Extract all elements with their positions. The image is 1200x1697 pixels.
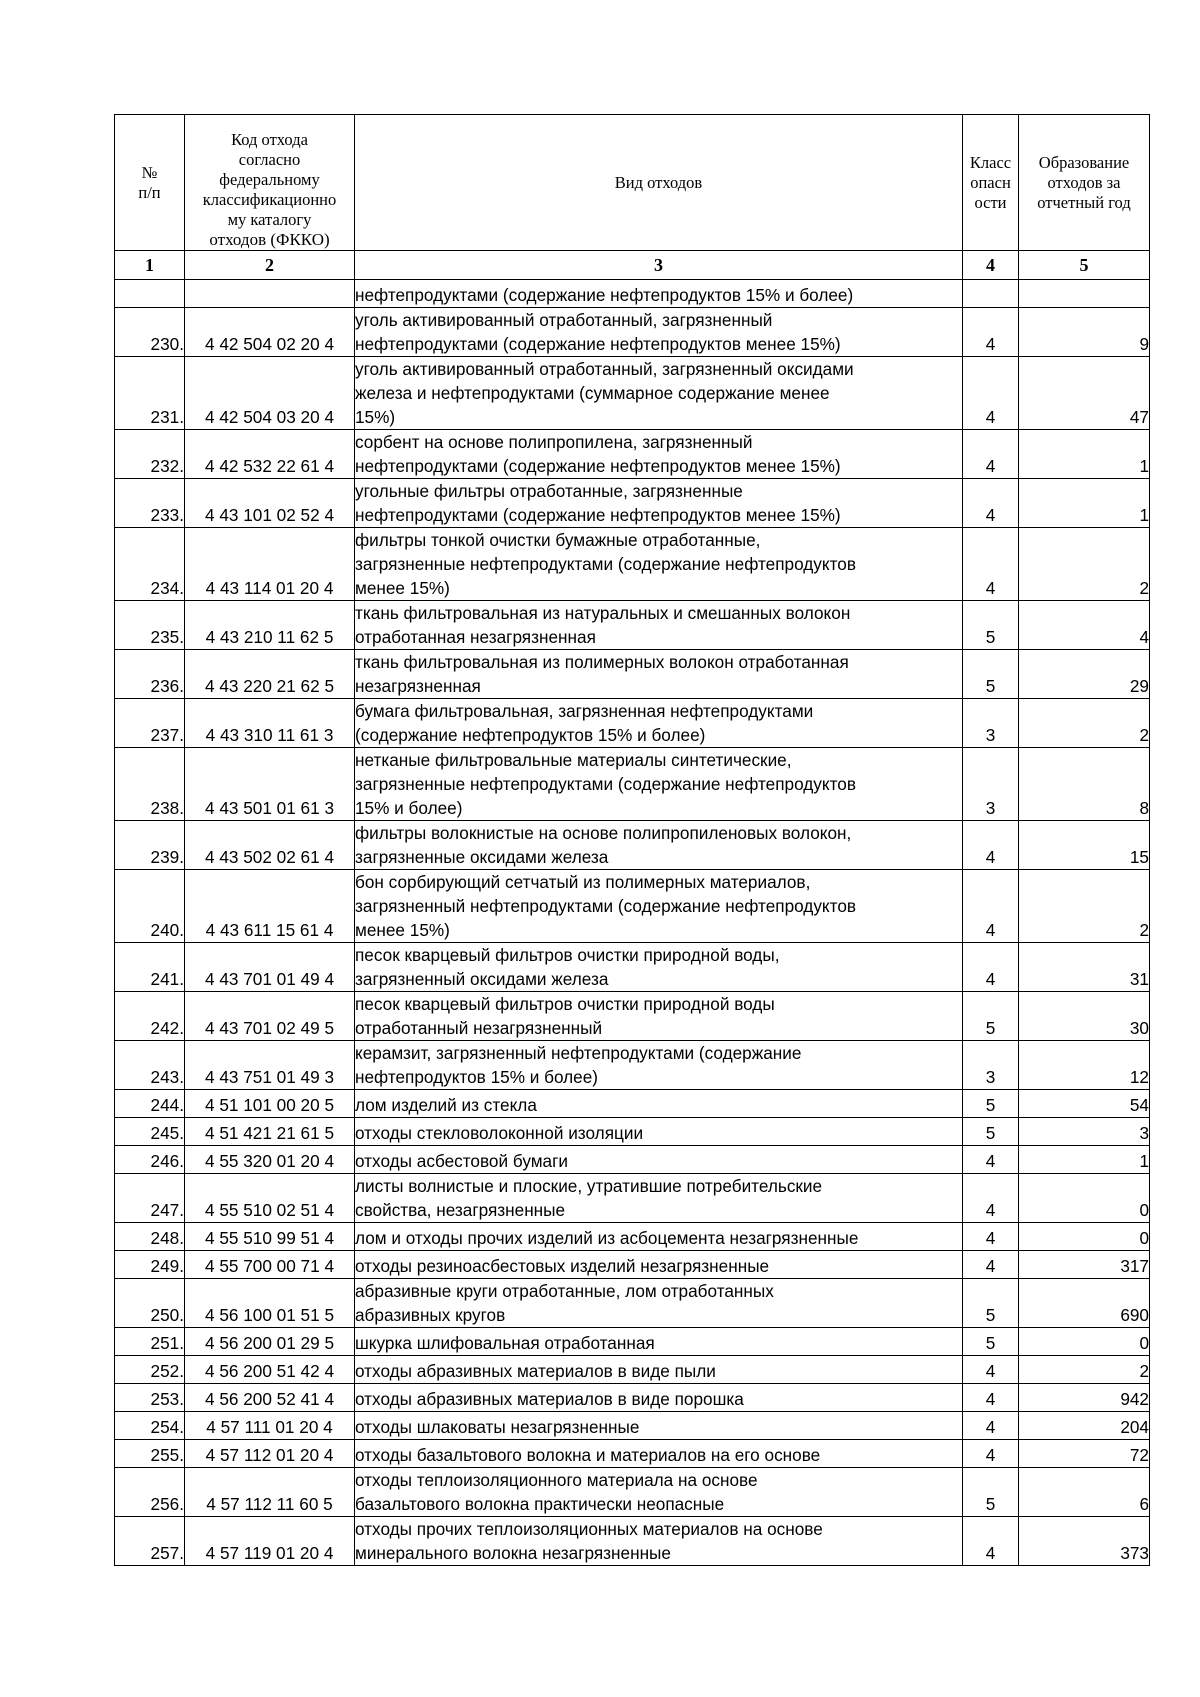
waste-amount: 15 xyxy=(1019,821,1150,870)
row-number: 242. xyxy=(115,992,185,1041)
table-row xyxy=(115,357,1150,430)
waste-amount: 54 xyxy=(1019,1090,1150,1118)
waste-amount: 0 xyxy=(1019,1328,1150,1356)
table-body xyxy=(115,280,1150,1566)
waste-name-line: загрязненный нефтепродуктами (содержание нефтепродуктов xyxy=(355,896,857,916)
hazard-class: 4 xyxy=(963,1174,1019,1223)
header-class: Класс опасн ости xyxy=(963,115,1019,251)
waste-code: 4 56 200 51 42 4 xyxy=(185,1356,355,1384)
waste-code: 4 55 700 00 71 4 xyxy=(185,1251,355,1279)
waste-code: 4 42 504 03 20 4 xyxy=(185,357,355,430)
waste-name xyxy=(355,1384,963,1412)
waste-name-line: абразивных кругов xyxy=(355,1305,506,1325)
waste-code: 4 55 510 02 51 4 xyxy=(185,1174,355,1223)
hazard-class: 3 xyxy=(963,699,1019,748)
hazard-class: 4 xyxy=(963,430,1019,479)
waste-name-line: загрязненные нефтепродуктами (содержание нефтепродуктов xyxy=(355,554,856,574)
hazard-class: 5 xyxy=(963,1279,1019,1328)
table-row xyxy=(115,1146,1150,1174)
row-number: 235. xyxy=(115,601,185,650)
waste-amount: 3 xyxy=(1019,1118,1150,1146)
waste-name xyxy=(355,650,963,699)
row-number: 256. xyxy=(115,1468,185,1517)
waste-name xyxy=(355,528,963,601)
waste-name-line: керамзит, загрязненный нефтепродуктами (содержание xyxy=(355,1043,802,1063)
row-number: 238. xyxy=(115,748,185,821)
waste-amount: 1 xyxy=(1019,430,1150,479)
waste-amount: 12 xyxy=(1019,1041,1150,1090)
waste-name-line: отработанная незагрязненная xyxy=(355,627,596,647)
row-number: 236. xyxy=(115,650,185,699)
waste-name-line: сорбент на основе полипропилена, загрязненный xyxy=(355,432,753,452)
waste-name-line: отходы прочих теплоизоляционных материалов на основе xyxy=(355,1519,823,1539)
row-number: 247. xyxy=(115,1174,185,1223)
waste-name xyxy=(355,1412,963,1440)
waste-name-line: уголь активированный отработанный, загрязненный оксидами xyxy=(355,359,854,379)
waste-name-line: уголь активированный отработанный, загрязненный xyxy=(355,310,773,330)
waste-name xyxy=(355,1223,963,1251)
waste-name-line: шкурка шлифовальная отработанная xyxy=(355,1333,655,1353)
hazard-class: 4 xyxy=(963,1146,1019,1174)
table-row xyxy=(115,650,1150,699)
table-row xyxy=(115,992,1150,1041)
waste-name-line: отходы резиноасбестовых изделий незагрязненные xyxy=(355,1256,770,1276)
hazard-class: 5 xyxy=(963,650,1019,699)
waste-amount: 1 xyxy=(1019,1146,1150,1174)
waste-name-line: отходы базальтового волокна и материалов на его основе xyxy=(355,1445,821,1465)
row-number: 246. xyxy=(115,1146,185,1174)
hazard-class: 5 xyxy=(963,601,1019,650)
waste-name-line: менее 15%) xyxy=(355,920,450,940)
waste-name xyxy=(355,699,963,748)
waste-code: 4 43 210 11 62 5 xyxy=(185,601,355,650)
table-row xyxy=(115,1440,1150,1468)
row-number: 230. xyxy=(115,308,185,357)
waste-name-line: отработанный незагрязненный xyxy=(355,1018,603,1038)
hazard-class: 4 xyxy=(963,1223,1019,1251)
waste-name xyxy=(355,821,963,870)
waste-name xyxy=(355,992,963,1041)
column-number: 2 xyxy=(185,251,355,280)
hazard-class: 4 xyxy=(963,943,1019,992)
column-number: 1 xyxy=(115,251,185,280)
waste-amount: 690 xyxy=(1019,1279,1150,1328)
waste-name xyxy=(355,280,963,308)
waste-code xyxy=(185,280,355,308)
waste-name xyxy=(355,1118,963,1146)
waste-amount: 30 xyxy=(1019,992,1150,1041)
waste-name xyxy=(355,1356,963,1384)
waste-code: 4 56 200 01 29 5 xyxy=(185,1328,355,1356)
waste-code: 4 55 510 99 51 4 xyxy=(185,1223,355,1251)
waste-name-line: нетканые фильтровальные материалы синтетические, xyxy=(355,750,792,770)
waste-code: 4 43 611 15 61 4 xyxy=(185,870,355,943)
waste-code: 4 43 751 01 49 3 xyxy=(185,1041,355,1090)
hazard-class xyxy=(963,280,1019,308)
table-row xyxy=(115,1279,1150,1328)
row-number: 237. xyxy=(115,699,185,748)
waste-code: 4 43 114 01 20 4 xyxy=(185,528,355,601)
waste-code: 4 43 701 02 49 5 xyxy=(185,992,355,1041)
hazard-class: 4 xyxy=(963,1412,1019,1440)
waste-amount: 2 xyxy=(1019,1356,1150,1384)
waste-name xyxy=(355,943,963,992)
row-number: 255. xyxy=(115,1440,185,1468)
table-row xyxy=(115,479,1150,528)
hazard-class: 4 xyxy=(963,1440,1019,1468)
waste-name-line: свойства, незагрязненные xyxy=(355,1200,566,1220)
header-code: Код отхода согласно федеральному классификационно му каталогу отходов (ФККО) xyxy=(185,115,355,251)
row-number: 254. xyxy=(115,1412,185,1440)
waste-name-line: бумага фильтровальная, загрязненная нефтепродуктами xyxy=(355,701,814,721)
table-row xyxy=(115,943,1150,992)
waste-code: 4 55 320 01 20 4 xyxy=(185,1146,355,1174)
waste-amount: 942 xyxy=(1019,1384,1150,1412)
row-number: 253. xyxy=(115,1384,185,1412)
hazard-class: 4 xyxy=(963,528,1019,601)
column-number: 5 xyxy=(1019,251,1150,280)
column-number: 4 xyxy=(963,251,1019,280)
waste-name-line: 15% и более) xyxy=(355,798,463,818)
waste-name-line: фильтры тонкой очистки бумажные отработанные, xyxy=(355,530,761,550)
waste-name xyxy=(355,1174,963,1223)
waste-amount: 373 xyxy=(1019,1517,1150,1566)
waste-name xyxy=(355,1440,963,1468)
waste-name-line: бон сорбирующий сетчатый из полимерных материалов, xyxy=(355,872,811,892)
waste-name xyxy=(355,1090,963,1118)
waste-name-line: отходы теплоизоляционного материала на основе xyxy=(355,1470,758,1490)
waste-amount: 72 xyxy=(1019,1440,1150,1468)
waste-amount: 204 xyxy=(1019,1412,1150,1440)
waste-code: 4 57 119 01 20 4 xyxy=(185,1517,355,1566)
table-row xyxy=(115,870,1150,943)
table-row xyxy=(115,1517,1150,1566)
waste-name xyxy=(355,479,963,528)
row-number: 244. xyxy=(115,1090,185,1118)
waste-code: 4 51 421 21 61 5 xyxy=(185,1118,355,1146)
waste-amount: 0 xyxy=(1019,1174,1150,1223)
table-row xyxy=(115,1356,1150,1384)
waste-name-line: отходы абразивных материалов в виде пыли xyxy=(355,1361,716,1381)
table-row xyxy=(115,1090,1150,1118)
waste-name xyxy=(355,748,963,821)
waste-name xyxy=(355,1251,963,1279)
row-number: 250. xyxy=(115,1279,185,1328)
waste-name-line: железа и нефтепродуктами (суммарное содержание менее xyxy=(355,383,830,403)
header-name: Вид отходов xyxy=(355,115,963,251)
waste-name-line: базальтового волокна практически неопасные xyxy=(355,1494,725,1514)
waste-code: 4 43 501 01 61 3 xyxy=(185,748,355,821)
table-row xyxy=(115,1174,1150,1223)
header-amount: Образование отходов за отчетный год xyxy=(1019,115,1150,251)
hazard-class: 3 xyxy=(963,1041,1019,1090)
waste-name-line: песок кварцевый фильтров очистки природной воды xyxy=(355,994,775,1014)
table-row xyxy=(115,748,1150,821)
table-row xyxy=(115,821,1150,870)
hazard-class: 5 xyxy=(963,1328,1019,1356)
row-number: 231. xyxy=(115,357,185,430)
row-number: 245. xyxy=(115,1118,185,1146)
waste-name-line: нефтепродуктами (содержание нефтепродуктов менее 15%) xyxy=(355,334,841,354)
table-row xyxy=(115,1041,1150,1090)
waste-amount: 1 xyxy=(1019,479,1150,528)
waste-name-line: лом изделий из стекла xyxy=(355,1095,537,1115)
waste-table xyxy=(114,114,1150,1566)
header-row xyxy=(115,115,1150,251)
waste-name-line: нефтепродуктами (содержание нефтепродуктов 15% и более) xyxy=(355,285,854,305)
table-row xyxy=(115,430,1150,479)
hazard-class: 4 xyxy=(963,1384,1019,1412)
table-row xyxy=(115,308,1150,357)
hazard-class: 4 xyxy=(963,870,1019,943)
waste-amount: 2 xyxy=(1019,870,1150,943)
waste-name xyxy=(355,1328,963,1356)
waste-name-line: песок кварцевый фильтров очистки природной воды, xyxy=(355,945,780,965)
row-number: 257. xyxy=(115,1517,185,1566)
waste-code: 4 43 701 01 49 4 xyxy=(185,943,355,992)
row-number: 232. xyxy=(115,430,185,479)
hazard-class: 4 xyxy=(963,357,1019,430)
waste-name xyxy=(355,1468,963,1517)
table-row xyxy=(115,1384,1150,1412)
waste-code: 4 42 532 22 61 4 xyxy=(185,430,355,479)
row-number: 251. xyxy=(115,1328,185,1356)
waste-name xyxy=(355,357,963,430)
waste-code: 4 42 504 02 20 4 xyxy=(185,308,355,357)
column-number-row xyxy=(115,251,1150,280)
waste-name-line: минерального волокна незагрязненные xyxy=(355,1543,671,1563)
row-number: 233. xyxy=(115,479,185,528)
waste-name xyxy=(355,308,963,357)
waste-name-line: отходы стекловолоконной изоляции xyxy=(355,1123,644,1143)
table-row xyxy=(115,699,1150,748)
table-row xyxy=(115,1223,1150,1251)
waste-name xyxy=(355,1279,963,1328)
hazard-class: 4 xyxy=(963,821,1019,870)
waste-name-line: ткань фильтровальная из натуральных и смешанных волокон xyxy=(355,603,851,623)
waste-name-line: ткань фильтровальная из полимерных волокон отработанная xyxy=(355,652,849,672)
waste-code: 4 51 101 00 20 5 xyxy=(185,1090,355,1118)
row-number: 252. xyxy=(115,1356,185,1384)
row-number: 249. xyxy=(115,1251,185,1279)
row-number: 239. xyxy=(115,821,185,870)
waste-code: 4 57 112 01 20 4 xyxy=(185,1440,355,1468)
row-number: 248. xyxy=(115,1223,185,1251)
waste-name-line: нефтепродуктов 15% и более) xyxy=(355,1067,599,1087)
hazard-class: 4 xyxy=(963,479,1019,528)
waste-name-line: лом и отходы прочих изделий из асбоцемента незагрязненные xyxy=(355,1228,859,1248)
row-number: 234. xyxy=(115,528,185,601)
table-row xyxy=(115,1468,1150,1517)
waste-name-line: загрязненный оксидами железа xyxy=(355,969,609,989)
waste-name xyxy=(355,601,963,650)
hazard-class: 5 xyxy=(963,1118,1019,1146)
table-row xyxy=(115,1412,1150,1440)
hazard-class: 3 xyxy=(963,748,1019,821)
waste-amount: 9 xyxy=(1019,308,1150,357)
waste-name-line: незагрязненная xyxy=(355,676,481,696)
waste-amount: 29 xyxy=(1019,650,1150,699)
row-number: 241. xyxy=(115,943,185,992)
waste-name-line: менее 15%) xyxy=(355,578,450,598)
waste-name-line: (содержание нефтепродуктов 15% и более) xyxy=(355,725,706,745)
waste-amount: 31 xyxy=(1019,943,1150,992)
waste-name-line: отходы абразивных материалов в виде порошка xyxy=(355,1389,744,1409)
hazard-class: 5 xyxy=(963,1468,1019,1517)
waste-amount xyxy=(1019,280,1150,308)
table-row xyxy=(115,1118,1150,1146)
waste-amount: 317 xyxy=(1019,1251,1150,1279)
waste-amount: 2 xyxy=(1019,528,1150,601)
waste-amount: 0 xyxy=(1019,1223,1150,1251)
waste-name-line: листы волнистые и плоские, утратившие потребительские xyxy=(355,1176,823,1196)
waste-name-line: нефтепродуктами (содержание нефтепродуктов менее 15%) xyxy=(355,456,841,476)
waste-amount: 2 xyxy=(1019,699,1150,748)
table-row xyxy=(115,280,1150,308)
waste-name xyxy=(355,430,963,479)
hazard-class: 4 xyxy=(963,1517,1019,1566)
waste-code: 4 43 220 21 62 5 xyxy=(185,650,355,699)
hazard-class: 4 xyxy=(963,1356,1019,1384)
waste-name-line: фильтры волокнистые на основе полипропиленовых волокон, xyxy=(355,823,852,843)
hazard-class: 5 xyxy=(963,1090,1019,1118)
header-num: № п/п xyxy=(115,115,185,251)
waste-name-line: угольные фильтры отработанные, загрязненные xyxy=(355,481,743,501)
waste-name-line: загрязненные оксидами железа xyxy=(355,847,609,867)
waste-amount: 8 xyxy=(1019,748,1150,821)
waste-name-line: нефтепродуктами (содержание нефтепродуктов менее 15%) xyxy=(355,505,841,525)
row-number xyxy=(115,280,185,308)
row-number: 243. xyxy=(115,1041,185,1090)
hazard-class: 4 xyxy=(963,1251,1019,1279)
waste-name xyxy=(355,870,963,943)
hazard-class: 5 xyxy=(963,992,1019,1041)
waste-amount: 47 xyxy=(1019,357,1150,430)
waste-name-line: отходы асбестовой бумаги xyxy=(355,1151,568,1171)
waste-name-line: загрязненные нефтепродуктами (содержание нефтепродуктов xyxy=(355,774,856,794)
waste-code: 4 43 101 02 52 4 xyxy=(185,479,355,528)
waste-name-line: 15%) xyxy=(355,407,396,427)
waste-code: 4 56 200 52 41 4 xyxy=(185,1384,355,1412)
column-number: 3 xyxy=(355,251,963,280)
waste-code: 4 57 111 01 20 4 xyxy=(185,1412,355,1440)
waste-amount: 6 xyxy=(1019,1468,1150,1517)
waste-name-line: абразивные круги отработанные, лом отработанных xyxy=(355,1281,774,1301)
waste-name xyxy=(355,1041,963,1090)
table-row xyxy=(115,1251,1150,1279)
waste-code: 4 56 100 01 51 5 xyxy=(185,1279,355,1328)
waste-code: 4 43 502 02 61 4 xyxy=(185,821,355,870)
waste-amount: 4 xyxy=(1019,601,1150,650)
table-row xyxy=(115,1328,1150,1356)
waste-name xyxy=(355,1517,963,1566)
waste-code: 4 57 112 11 60 5 xyxy=(185,1468,355,1517)
waste-code: 4 43 310 11 61 3 xyxy=(185,699,355,748)
table-row xyxy=(115,528,1150,601)
waste-name xyxy=(355,1146,963,1174)
waste-name-line: отходы шлаковаты незагрязненные xyxy=(355,1417,640,1437)
hazard-class: 4 xyxy=(963,308,1019,357)
row-number: 240. xyxy=(115,870,185,943)
table-row xyxy=(115,601,1150,650)
